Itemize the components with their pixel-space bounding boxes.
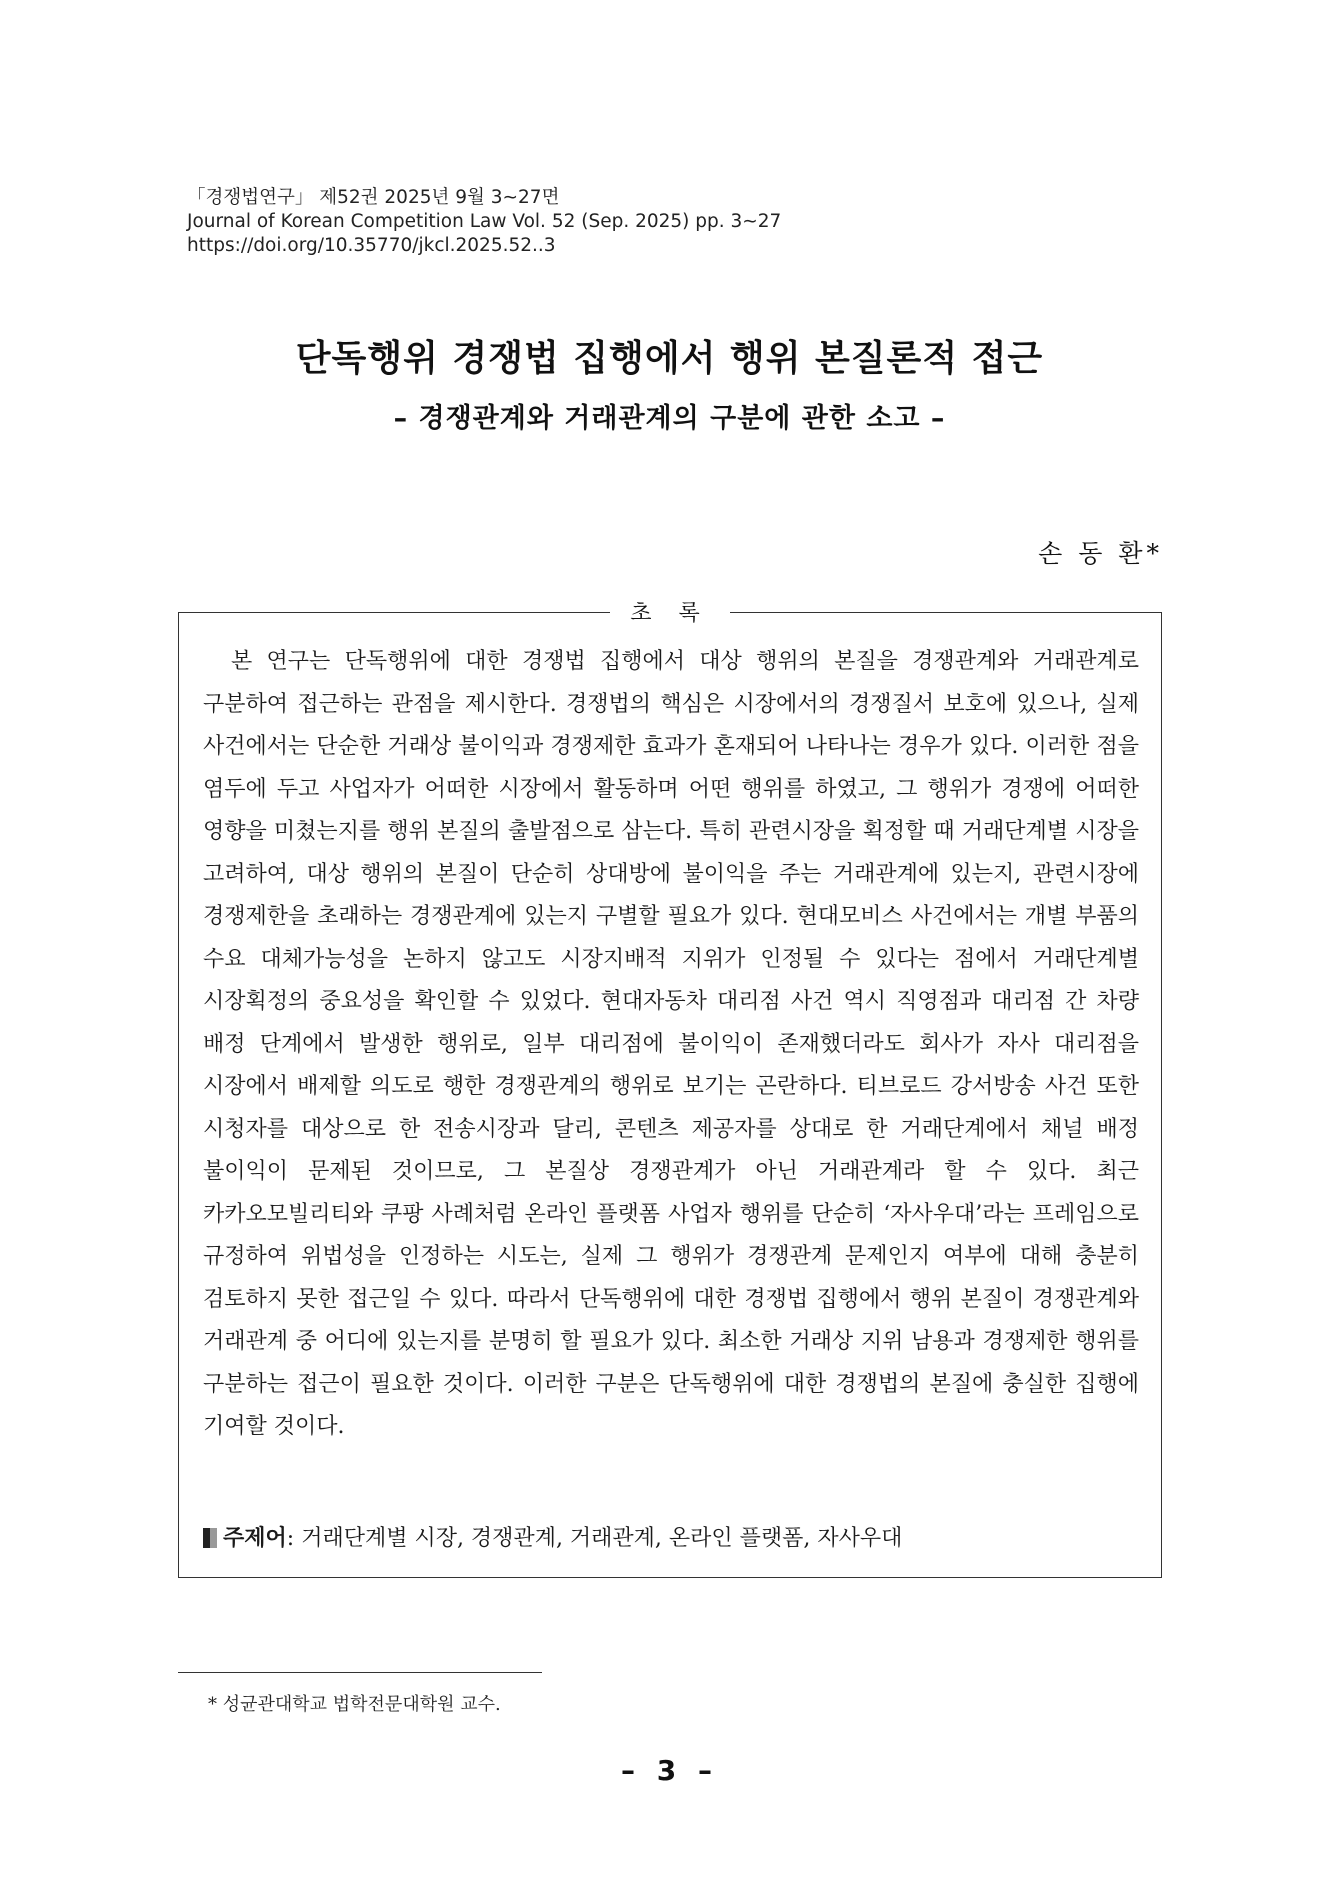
paper-subtitle: – 경쟁관계와 거래관계의 구분에 관한 소고 –: [393, 403, 946, 434]
doi-link[interactable]: https://doi.org/10.35770/jkcl.2025.52..3: [187, 235, 556, 256]
page-number: – 3 –: [621, 1754, 718, 1787]
journal-header: [187, 186, 887, 258]
keywords-label: 주제어: [223, 1526, 287, 1551]
abstract-heading: 초 록: [610, 601, 730, 626]
journal-citation-korean: 「경쟁법연구」 제52권 2025년 9월 3∼27면: [187, 187, 560, 208]
keywords-colon: :: [286, 1526, 295, 1551]
author-footnote: * 성균관대학교 법학전문대학원 교수.: [208, 1694, 501, 1715]
footnote-divider: [178, 1672, 542, 1673]
journal-citation-english: Journal of Korean Competition Law Vol. 52 (Sep. 2025) pp. 3∼27: [187, 211, 782, 232]
author-name: 손 동 환*: [1038, 539, 1163, 568]
keywords-list: 거래단계별 시장, 경쟁관계, 거래관계, 온라인 플랫폼, 자사우대: [301, 1526, 903, 1551]
abstract-box: [178, 601, 1162, 1578]
paper-title: 단독행위 경쟁법 집행에서 행위 본질론적 접근: [295, 338, 1044, 379]
square-marker-icon: [203, 1528, 217, 1548]
abstract-heading-wrap: [179, 596, 1161, 627]
keywords-line: [203, 1521, 902, 1552]
abstract-text: 본 연구는 단독행위에 대한 경쟁법 집행에서 대상 행위의 본질을 경쟁관계와 거래관계로 구분하여 접근하는 관점을 제시한다. 경쟁법의 핵심은 시장에서의 경쟁질서 보호에 있으나, 실제 사건에서는 단순한 거래상 불이익과 경쟁제한 효과가 혼재되어 나타나는 경우가 있다. 이러한 점을 염두에 두고 사업자가 어떠한 시장에서 활동하며 어떤 행위를 하였고, 그 행위가 경쟁에 어떠한 영향을 미쳤는지를 행위 본질의 출발점으로 삼는다. 특히 관련시장을 획정할 때 거래단계별 시장을 고려하여, 대상 행위의 본질이 단순히 상대방에 불이익을 주는 거래관계에 있는지, 관련시장에 경쟁제한을 초래하는 경쟁관계에 있는지 구별할 필요가 있다. 현대모비스 사건에서는 개별 부품의 수요 대체가능성을 논하지 않고도 시장지배적 지위가 인정될 수 있다는 점에서 거래단계별 시장획정의 중요성을 확인할 수 있었다. 현대자동차 대리점 사건 역시 직영점과 대리점 간 차량 배정 단계에서 발생한 행위로, 일부 대리점에 불이익이 존재했더라도 회사가 자사 대리점을 시장에서 배제할 의도로 행한 경쟁관계의 행위로 보기는 곤란하다. 티브로드 강서방송 사건 또한 시청자를 대상으로 한 전송시장과 달리, 콘텐츠 제공자를 상대로 한 거래단계에서 채널 배정 불이익이 문제된 것이므로, 그 본질상 경쟁관계가 아닌 거래관계라 할 수 있다. 최근 카카오모빌리티와 쿠팡 사례처럼 온라인 플랫폼 사업자 행위를 단순히 ‘자사우대’라는 프레임으로 규정하여 위법성을 인정하는 시도는, 실제 그 행위가 경쟁관계 문제인지 여부에 대해 충분히 검토하지 못한 접근일 수 있다. 따라서 단독행위에 대한 경쟁법 집행에서 행위 본질이 경쟁관계와 거래관계 중 어디에 있는지를 분명히 할 필요가 있다. 최소한 거래상 지위 남용과 경쟁제한 행위를 구분하는 접근이 필요한 것이다. 이러한 구분은 단독행위에 대한 경쟁법의 본질에 충실한 집행에 기여할 것이다.: [203, 649, 1139, 1439]
